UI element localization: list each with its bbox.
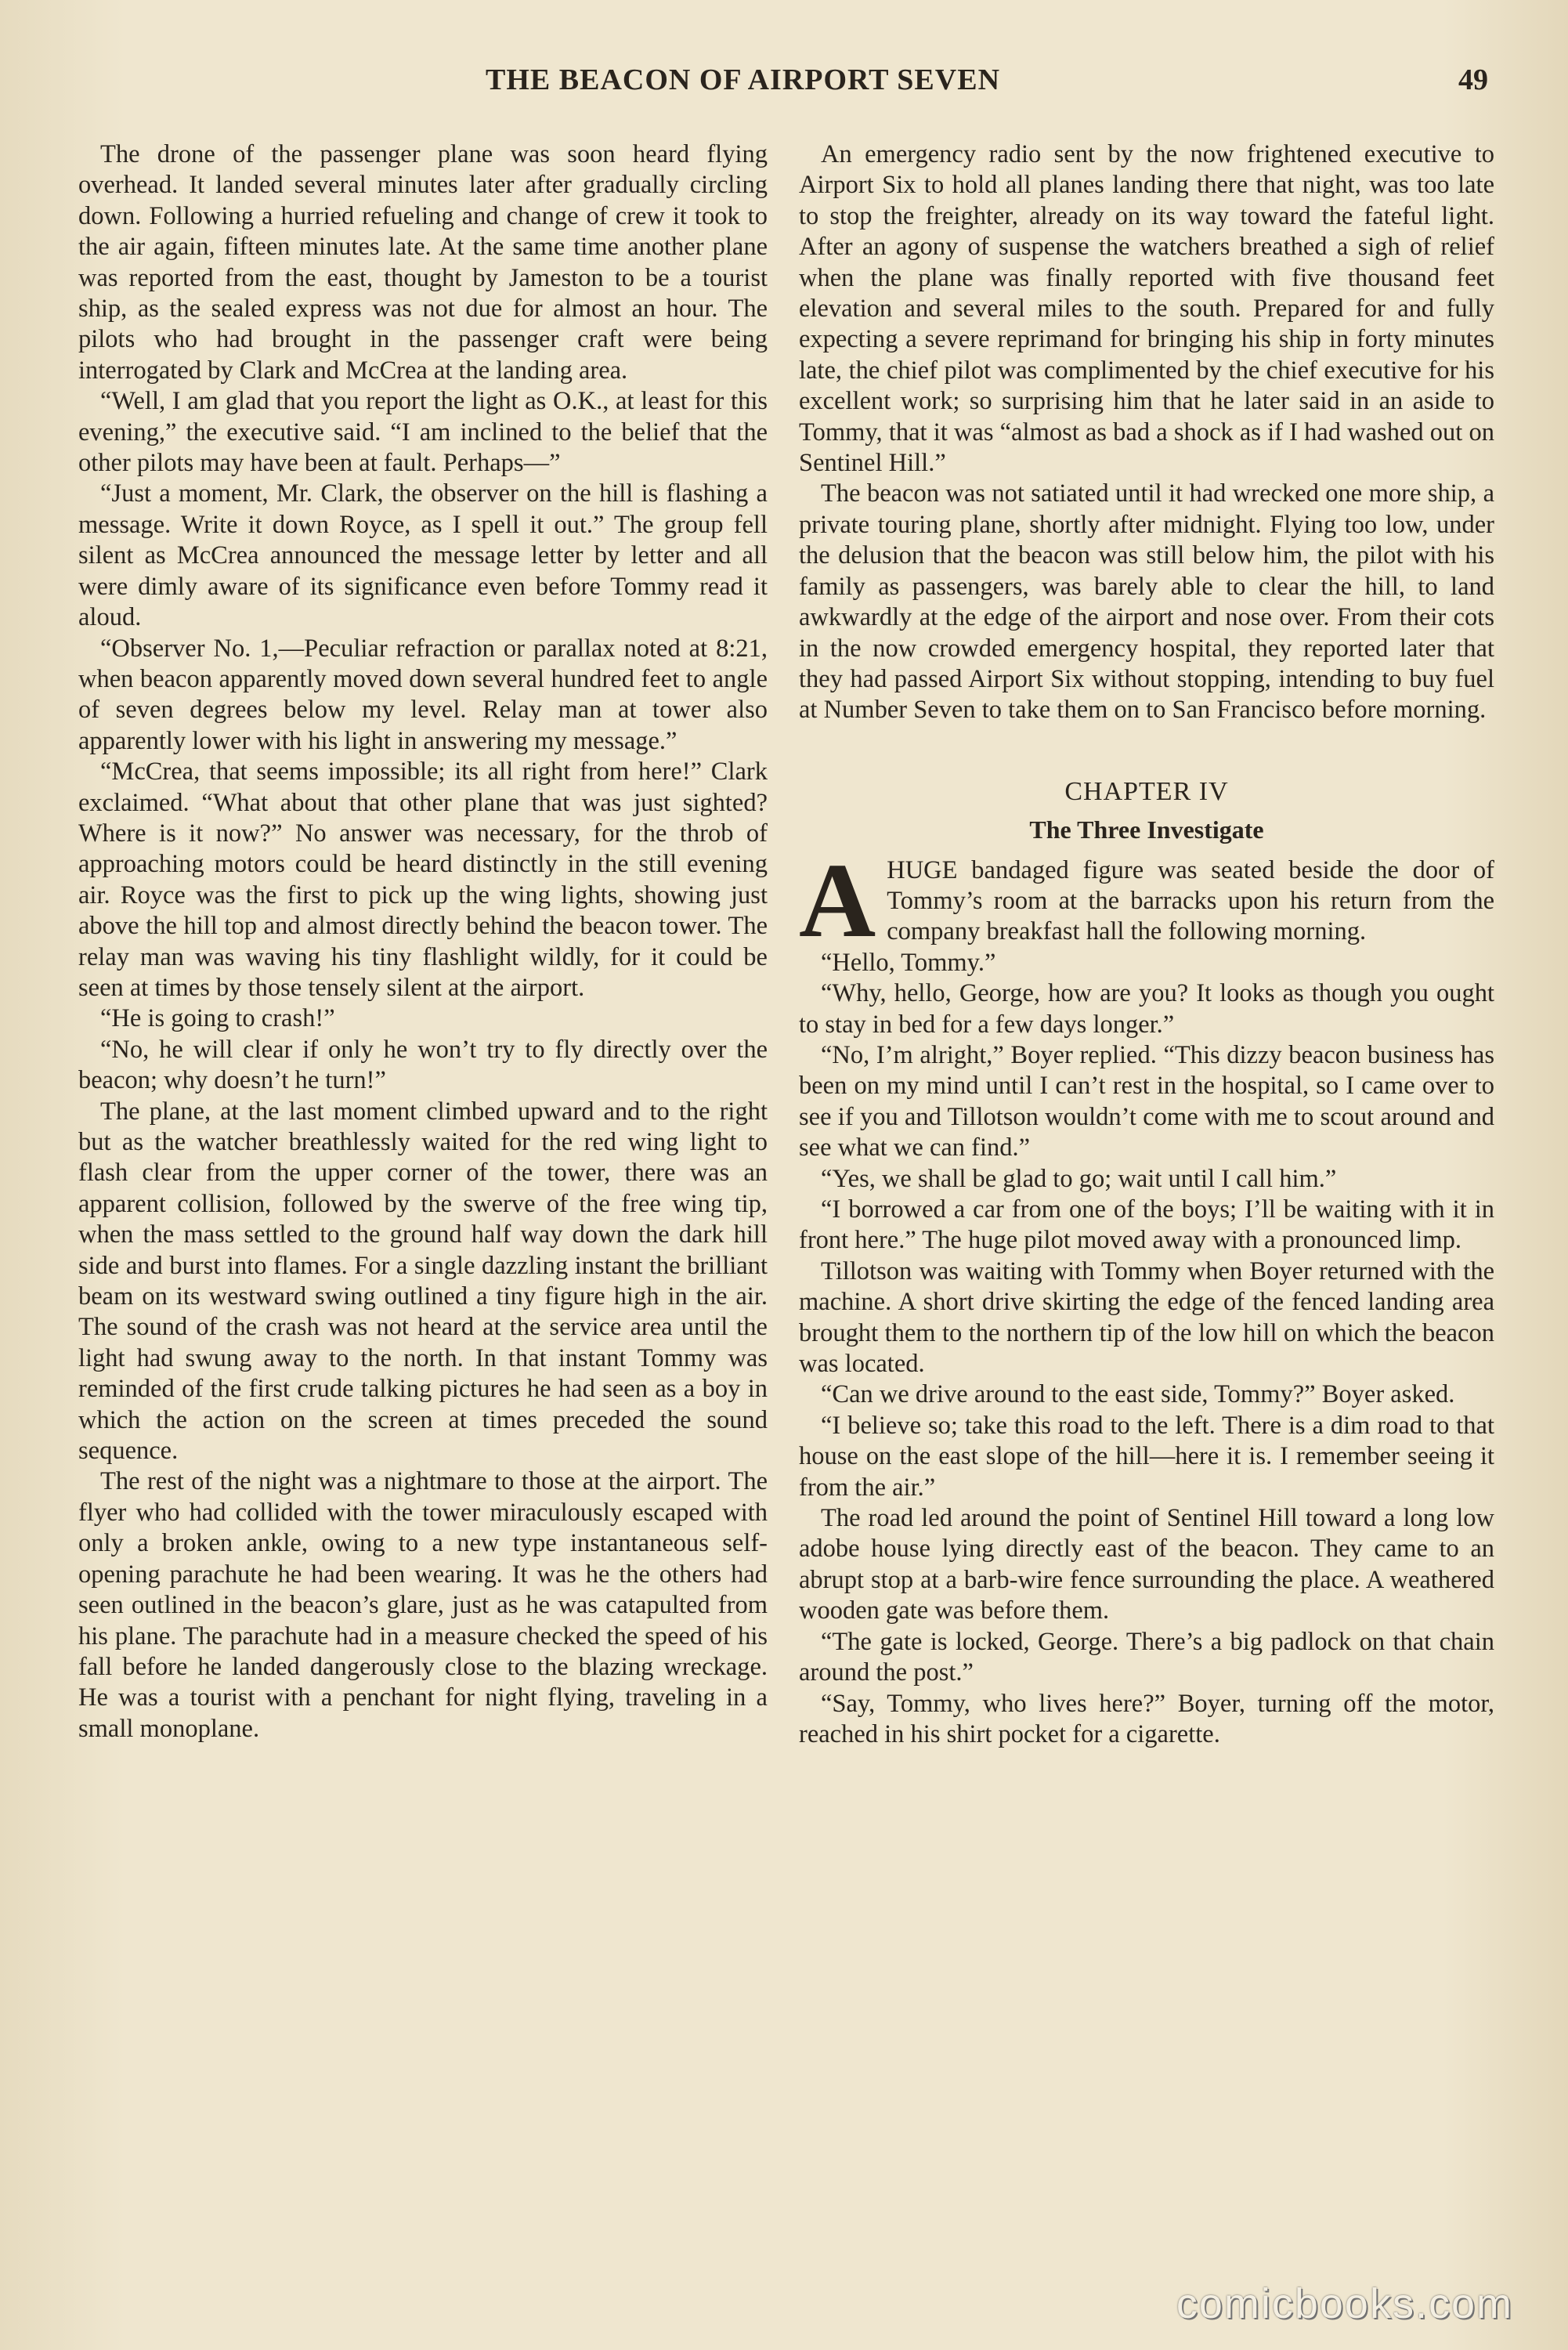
page-header [0,63,1568,110]
paragraph: “McCrea, that seems impossible; its all right from here!” Clark exclaimed. “What about that other plane that was just sighted? Where is it now?” No answer was necessary, for the throb of approaching motors could be heard distinctly in the still evening air. Royce was the first to pick up the wing lights, showing just above the hill top and almost directly behind the beacon tower. The relay man was waving his tiny flashlight wildly, for it could be seen at times by those tensely silent at the airport. [78,757,768,1002]
paragraph: The drone of the passenger plane was soon heard flying overhead. It landed several minutes later after gradually circling down. Following a hurried refueling and change of crew it took to the air again, fifteen minutes late. At the same time another plane was reported from the east, thought by Jameston to be a tourist ship, as the sealed express was not due for almost an hour. The pilots who had brought in the passenger craft were being interrogated by Clark and McCrea at the landing area. [78,140,768,385]
paragraph: The plane, at the last moment climbed upward and to the right but as the watcher breathlessly waited for the red wing light to flash clear from the upper corner of the tower, there was an apparent collision, followed by the swerve of the free wing tip, when the mass settled to the ground half way down the dark hill side and burst into flames. For a single dazzling instant the brilliant beam on its westward swing outlined a tiny figure high in the air. The sound of the crash was not heard at the service area until the light had swung away to the north. In that instant Tommy was reminded of the first crude talking pictures he had seen as a boy in which the action on the screen at times preceded the sound sequence. [78,1097,768,1466]
chapter-number: CHAPTER IV [1064,776,1229,806]
paragraph: “Observer No. 1,—Peculiar refraction or parallax noted at 8:21, when beacon apparently moved down several hundred feet to angle of seven degrees below my level. Relay man at tower also apparently lower with his light in answering my message.” [78,634,768,755]
paragraph: “Say, Tommy, who lives here?” Boyer, turning off the motor, reached in his shirt pocket for a cigarette. [799,1689,1494,1748]
paragraph: “I borrowed a car from one of the boys; I’ll be waiting with it in front here.” The huge pilot moved away with a pronounced limp. [799,1195,1494,1255]
right-column [799,139,1494,1750]
running-title: THE BEACON OF AIRPORT SEVEN [486,63,1001,96]
paragraph: The beacon was not satiated until it had wrecked one more ship, a private touring plane, shortly after midnight. Flying too low, under the delusion that the beacon was still below him, the pilot with his family as passengers, was barely able to clear the hill, to land awkwardly at the edge of the airport and nose over. From their cots in the now crowded emergency hospital, they reported later that they had passed Airport Six without stopping, intending to buy fuel at Number Seven to take them on to San Francisco before morning. [799,479,1494,725]
left-column [78,139,768,1744]
paragraph: “No, I’m alright,” Boyer replied. “This dizzy beacon business has been on my mind until I can’t rest in the hospital, so I came over to see if you and Tillotson wouldn’t come with me to scout around and see what we can find.” [799,1040,1494,1162]
paragraph: The road led around the point of Sentinel Hill toward a long low adobe house lying directly east of the beacon. They came to an abrupt stop at a barb-wire fence surrounding the place. A weathered wooden gate was before them. [799,1504,1494,1625]
paragraph: “Just a moment, Mr. Clark, the observer on the hill is flashing a message. Write it down Royce, as I spell it out.” The group fell silent as McCrea announced the message letter by letter and all were dimly aware of its significance even before Tommy read it aloud. [78,479,768,632]
paragraph: An emergency radio sent by the now frightened executive to Airport Six to hold all planes landing there that night, was too late to stop the freighter, already on its way toward the fateful light. After an agony of suspense the watchers breathed a sigh of relief when the plane was finally reported with five thousand feet elevation and several miles to the south. Prepared for and fully expecting a severe reprimand for bringing his ship in forty minutes late, the chief pilot was complimented by the chief executive for his excellent work; so surprising him that he later said in an aside to Tommy, that it was “almost as bad a shock as if I had washed out on Sentinel Hill.” [799,140,1494,478]
paragraph: “Why, hello, George, how are you? It looks as though you ought to stay in bed for a few days longer.” [799,979,1494,1039]
paragraph: “He is going to crash!” [100,1004,335,1033]
page-number: 49 [1458,63,1488,96]
paragraph: “No, he will clear if only he won’t try to fly directly over the beacon; why doesn’t he turn!” [78,1035,768,1095]
opening-text: HUGE bandaged figure was seated beside the door of Tommy’s room at the barracks upon his return from the company breakfast hall the following morning. [887,855,1494,946]
paragraph: “Yes, we shall be glad to go; wait until I call him.” [821,1164,1337,1193]
site-watermark: comicbooks.com [1176,2280,1513,2327]
paragraph: “I believe so; take this road to the left. There is a dim road to that house on the east slope of the hill—here it is. I remember seeing it from the air.” [799,1411,1494,1502]
paragraph: “Hello, Tommy.” [821,948,996,977]
paragraph: “Can we drive around to the east side, Tommy?” Boyer asked. [821,1380,1455,1409]
paragraph: Tillotson was waiting with Tommy when Boyer returned with the machine. A short drive skirting the edge of the fenced landing area brought them to the northern tip of the low hill on which the beacon was located. [799,1256,1494,1379]
drop-cap: A [799,841,876,960]
chapter-opening-paragraph [799,841,1494,960]
paragraph: “Well, I am glad that you report the light as O.K., at least for this evening,” the executive said. “I am inclined to the belief that the other pilots may have been at fault. Perhaps—” [78,387,768,478]
paragraph: The rest of the night was a nightmare to those at the airport. The flyer who had collided with the tower miraculously escaped with only a broken ankle, owing to a new type instantaneous self-opening parachute he had been wearing. It was he the others had seen outlined in the beacon’s glare, just as he was catapulted from his plane. The parachute had in a measure checked the speed of his fall before he landed dangerously close to the blazing wreckage. He was a tourist with a penchant for night flying, traveling in a small monoplane. [78,1467,768,1743]
chapter-title: The Three Investigate [1029,815,1264,844]
paragraph: “The gate is locked, George. There’s a big padlock on that chain around the post.” [799,1627,1494,1687]
